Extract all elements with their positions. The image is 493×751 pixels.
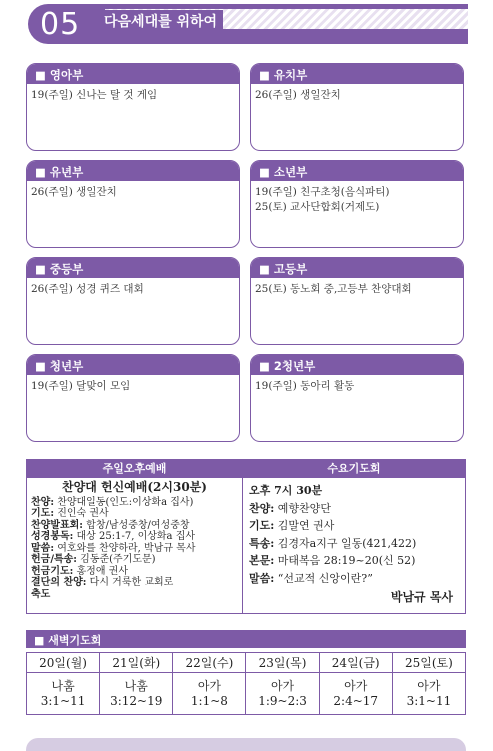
dept-event: 26(주일) 성경 퀴즈 대회 xyxy=(31,283,144,295)
dept-card xyxy=(26,354,240,442)
program-line xyxy=(31,531,238,543)
dawn-prayer-header: ■ 새벽기도회 xyxy=(26,630,466,648)
program-value: 김동준(주기도문) xyxy=(76,554,156,565)
program-label: 기도: xyxy=(249,519,275,532)
sunday-header: 주일오후예배 xyxy=(27,460,242,478)
dawn-verse: 3:12~19 xyxy=(110,693,163,708)
program-value: 대상 25:1-7, 이상화a 집사 xyxy=(73,531,196,542)
dept-card-body xyxy=(27,278,239,301)
program-label: 오후 7시 30분 xyxy=(249,484,323,497)
section-number: 05 xyxy=(40,7,81,42)
program-line xyxy=(31,566,238,578)
worship-box xyxy=(26,459,466,614)
pastor-signature: 박남규 목사 xyxy=(390,590,453,604)
wednesday-header: 수요기도회 xyxy=(243,460,465,478)
dawn-passage xyxy=(100,673,173,715)
program-line xyxy=(31,508,238,520)
dept-card-body xyxy=(27,181,239,204)
dept-card-title: ■ 청년부 xyxy=(27,355,239,375)
dawn-book: 아가 xyxy=(417,678,441,693)
dawn-book: 아가 xyxy=(344,678,368,693)
program-label: 말씀: xyxy=(31,542,55,554)
dept-card xyxy=(250,257,464,345)
section-title: 다음세대를 위하여 xyxy=(98,10,223,33)
dept-card-title: ■ 고등부 xyxy=(251,258,463,278)
program-value: 다시 거룩한 교회로 xyxy=(86,577,174,588)
dept-card-body xyxy=(251,84,463,107)
dept-event: 19(주일) 동아리 활동 xyxy=(255,380,355,392)
dept-card-title: ■ 영아부 xyxy=(27,64,239,84)
program-line xyxy=(31,520,238,532)
dept-card-title: ■ 소년부 xyxy=(251,161,463,181)
program-line xyxy=(31,543,238,555)
dept-card xyxy=(250,63,464,151)
dept-event: 25(토) 동노회 중,고등부 찬양대회 xyxy=(255,283,412,295)
program-value: “선교적 신앙이란?” xyxy=(274,571,373,585)
dept-event: 26(주일) 생일잔치 xyxy=(31,186,117,198)
program-value: 찬양대일동(인도:이상화a 집사) xyxy=(54,496,194,508)
program-line xyxy=(249,535,459,553)
dawn-book: 아가 xyxy=(197,678,221,693)
dawn-prayer-table xyxy=(26,652,466,715)
dawn-day: 23일(목) xyxy=(246,653,319,673)
program-value: 합창/남성중창/여성중창 xyxy=(83,519,190,531)
dept-card-body xyxy=(27,84,239,107)
dept-event: 25(토) 교사단합회(거제도) xyxy=(255,201,380,213)
program-value: 진인숙 권사 xyxy=(54,508,109,519)
program-label: 본문: xyxy=(249,554,275,567)
dawn-day: 20일(월) xyxy=(27,653,100,673)
program-line xyxy=(31,577,238,589)
dawn-verse: 2:4~17 xyxy=(333,693,379,708)
program-label: 기도: xyxy=(31,508,55,519)
program-label: 성경봉독: xyxy=(31,531,74,542)
program-label: 헌금/특송: xyxy=(31,554,77,565)
dept-card-body xyxy=(27,375,239,398)
dawn-passage xyxy=(246,673,319,715)
dept-event: 19(주일) 신나는 탈 것 게임 xyxy=(31,89,158,101)
wednesday-prayer xyxy=(243,460,465,613)
dept-event: 26(주일) 생일잔치 xyxy=(255,89,341,101)
sunday-title: 찬양대 헌신예배(2시30분) xyxy=(62,480,207,494)
dept-card xyxy=(26,63,240,151)
dawn-day: 24일(금) xyxy=(319,653,392,673)
dept-card-title: ■ 2청년부 xyxy=(251,355,463,375)
program-label: 찬양발표회: xyxy=(31,519,83,531)
program-value: 예향찬양단 xyxy=(274,501,331,515)
dept-card-body xyxy=(251,375,463,398)
program-label: 특송: xyxy=(249,536,275,550)
dept-card-title: ■ 유년부 xyxy=(27,161,239,181)
dept-card-body xyxy=(251,181,463,219)
dawn-day: 22일(수) xyxy=(173,653,246,673)
program-value: 여호와를 찬양하라, 박남규 목사 xyxy=(54,542,196,554)
program-value: 김말연 권사 xyxy=(274,519,335,532)
dawn-passage xyxy=(27,673,100,715)
sunday-worship xyxy=(27,460,243,613)
footer-band xyxy=(26,738,466,751)
program-label: 말씀: xyxy=(249,571,275,585)
dept-card-title: ■ 중등부 xyxy=(27,258,239,278)
program-value: 김경자a지구 일동(421,422) xyxy=(274,536,417,550)
program-label: 결단의 찬양: xyxy=(31,577,87,588)
dept-card-title: ■ 유치부 xyxy=(251,64,463,84)
program-line xyxy=(249,482,459,500)
dawn-day: 25일(토) xyxy=(392,653,465,673)
program-label: 헌금기도: xyxy=(31,565,74,577)
program-line xyxy=(31,497,238,509)
dawn-book: 아가 xyxy=(270,678,295,693)
program-value: 홍정애 권사 xyxy=(73,565,129,577)
dept-card xyxy=(250,354,464,442)
dept-card xyxy=(26,160,240,248)
dawn-passage xyxy=(392,673,465,715)
dept-event: 19(주일) 친구초청(음식파티) xyxy=(255,186,390,198)
program-line xyxy=(249,552,459,570)
program-line xyxy=(31,589,238,601)
section-header xyxy=(0,0,493,48)
program-line xyxy=(249,500,459,518)
dawn-verse: 1:1~8 xyxy=(190,693,228,708)
program-line xyxy=(249,570,459,588)
dept-card-body xyxy=(251,278,463,301)
program-line xyxy=(249,517,459,535)
dept-card xyxy=(26,257,240,345)
dawn-book: 나훔 xyxy=(124,678,148,693)
dawn-passage xyxy=(173,673,246,715)
dawn-verse: 1:9~2:3 xyxy=(258,693,307,708)
dawn-verse: 3:1~11 xyxy=(406,693,452,708)
dawn-verse: 3:1~11 xyxy=(40,693,86,708)
dept-event: 19(주일) 달맞이 모임 xyxy=(31,380,131,392)
program-label: 찬양: xyxy=(249,501,275,515)
dept-card xyxy=(250,160,464,248)
program-value: 마태복음 28:19~20(신 52) xyxy=(274,554,416,567)
dawn-passage xyxy=(319,673,392,715)
program-label: 축도 xyxy=(31,588,51,600)
dawn-book: 나훔 xyxy=(51,678,75,693)
program-label: 찬양: xyxy=(31,496,55,508)
dawn-day: 21일(화) xyxy=(100,653,173,673)
program-line xyxy=(31,554,238,566)
